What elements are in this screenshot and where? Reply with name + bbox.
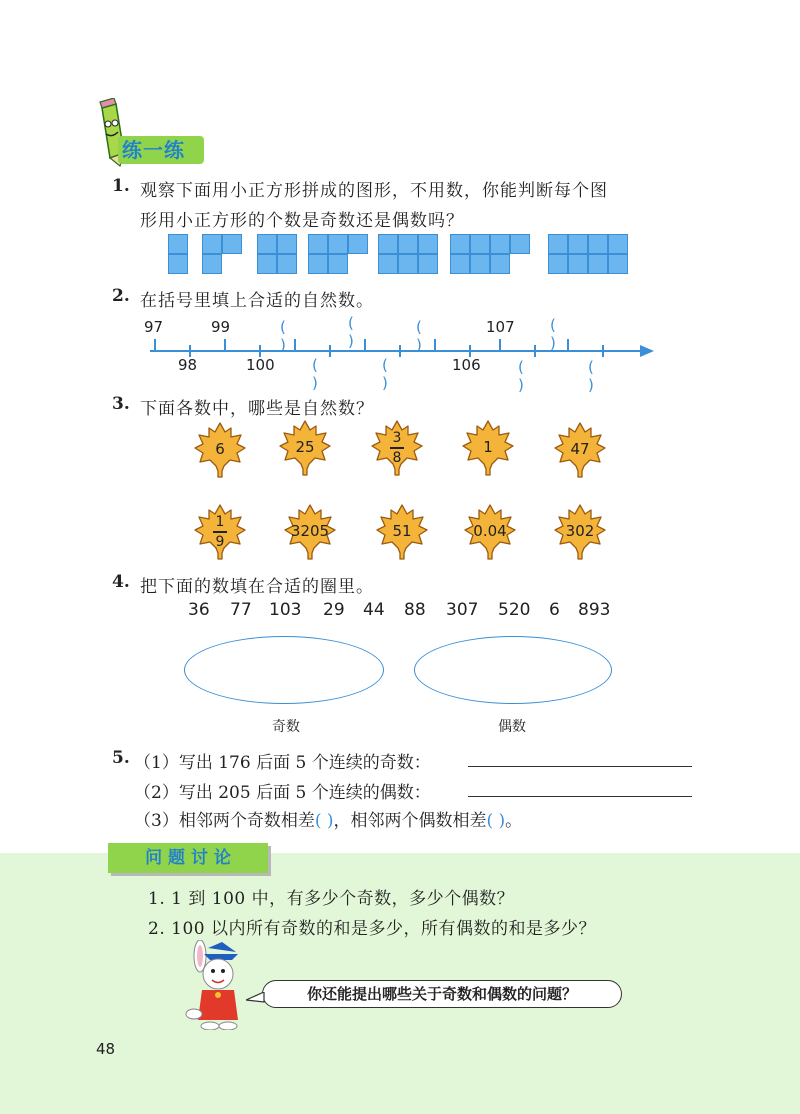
q5-answer-line[interactable] <box>468 766 692 767</box>
q3-number: 3. <box>112 394 130 414</box>
header-title: 练一练 <box>122 138 185 162</box>
q5-part3: （3）相邻两个奇数相差( )，相邻两个偶数相差( )。 <box>134 811 523 831</box>
q5-blank[interactable]: ( ) <box>314 811 334 831</box>
nl-blank[interactable]: ( ) <box>550 316 562 352</box>
q1-number: 1. <box>112 176 130 196</box>
q1-text-line1: 观察下面用小正方形拼成的图形，不用数，你能判断每个图 <box>140 181 608 201</box>
q2-number: 2. <box>112 286 130 306</box>
q1-text-line2: 形用小正方形的个数是奇数还是偶数吗？ <box>140 211 464 231</box>
nl-blank[interactable]: ( ) <box>348 314 360 350</box>
number-item: 88 <box>404 600 426 620</box>
odd-label: 奇数 <box>272 719 300 735</box>
nl-blank[interactable]: ( ) <box>518 358 530 394</box>
leaf-1: 1 <box>462 420 514 476</box>
leaf-0-04: 0.04 <box>464 504 516 560</box>
q4-number: 4. <box>112 572 130 592</box>
discussion-item-2: 2. 100 以内所有奇数的和是多少，所有偶数的和是多少？ <box>148 919 596 939</box>
leaf-6: 6 <box>194 422 246 478</box>
leaf-302: 302 <box>554 504 606 560</box>
number-item: 307 <box>446 600 479 620</box>
leaf-25: 25 <box>279 420 331 476</box>
q5-number: 5. <box>112 748 130 768</box>
rabbit-mascot-icon <box>174 940 254 1030</box>
number-item: 103 <box>269 600 302 620</box>
q2-text: 在括号里填上合适的自然数。 <box>140 291 374 311</box>
q3-text: 下面各数中，哪些是自然数？ <box>140 399 374 419</box>
nl-blank[interactable]: ( ) <box>588 358 600 394</box>
number-item: 29 <box>323 600 345 620</box>
number-item: 893 <box>578 600 611 620</box>
nl-label-99: 99 <box>211 318 231 336</box>
nl-label-97: 97 <box>144 318 164 336</box>
speech-bubble-tail <box>246 992 266 1004</box>
arrow-right-icon <box>640 345 654 357</box>
nl-blank[interactable]: ( ) <box>416 318 428 354</box>
leaf-3205: 3205 <box>284 504 336 560</box>
number-item: 6 <box>549 600 560 620</box>
leaf-fraction-3-8: 3 8 <box>371 420 423 476</box>
odd-circle[interactable] <box>184 636 384 704</box>
leaf-51: 51 <box>376 504 428 560</box>
page-number: 48 <box>96 1040 116 1058</box>
number-item: 520 <box>498 600 531 620</box>
header-badge <box>84 98 204 168</box>
q4-text: 把下面的数填在合适的圈里。 <box>140 577 374 597</box>
number-item: 77 <box>230 600 252 620</box>
nl-blank[interactable]: ( ) <box>312 356 324 392</box>
q5-answer-line[interactable] <box>468 796 692 797</box>
q5-blank[interactable]: ( ) <box>486 811 506 831</box>
q5-part2: （2）写出 205 后面 5 个连续的偶数： <box>134 783 431 803</box>
speech-bubble: 你还能提出哪些关于奇数和偶数的问题？ <box>262 980 622 1008</box>
nl-blank[interactable]: ( ) <box>382 356 394 392</box>
nl-label-98: 98 <box>178 356 198 374</box>
number-item: 36 <box>188 600 210 620</box>
number-item: 44 <box>363 600 385 620</box>
nl-label-106: 106 <box>452 356 481 374</box>
nl-blank[interactable]: ( ) <box>280 318 292 354</box>
nl-label-100: 100 <box>246 356 275 374</box>
nl-label-107: 107 <box>486 318 515 336</box>
q5-part1: （1）写出 176 后面 5 个连续的奇数： <box>134 753 431 773</box>
even-circle[interactable] <box>414 636 612 704</box>
leaf-47: 47 <box>554 422 606 478</box>
leaf-fraction-1-9: 1 9 <box>194 504 246 560</box>
even-label: 偶数 <box>498 719 526 735</box>
discussion-title: 问 题 讨 论 <box>108 843 268 873</box>
discussion-item-1: 1. 1 到 100 中，有多少个奇数，多少个偶数？ <box>148 889 515 909</box>
